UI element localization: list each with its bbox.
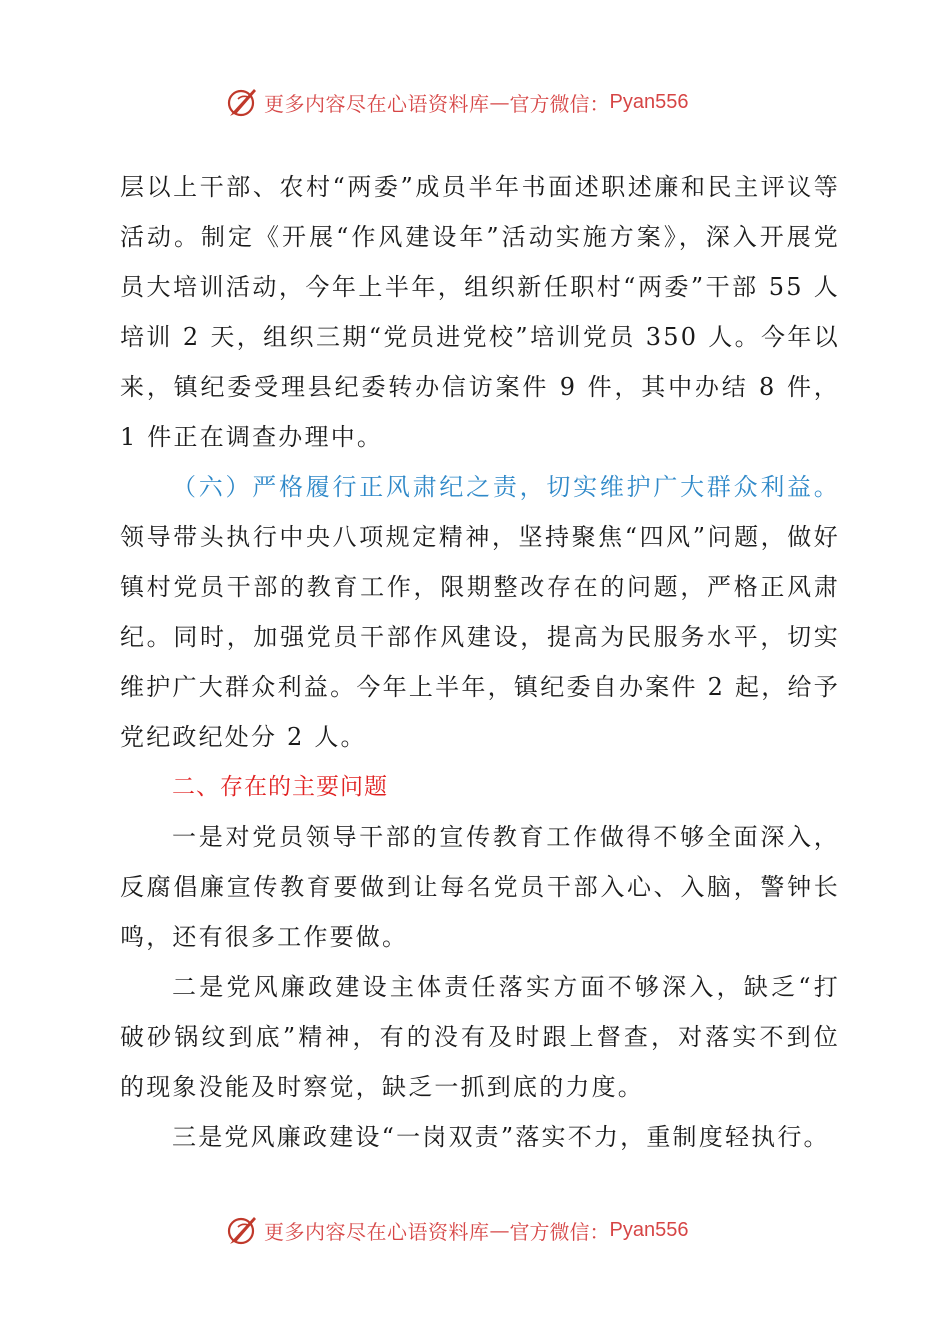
footer-banner-content [226, 1210, 688, 1250]
banner-dash: — [489, 1218, 510, 1242]
banner-wechat-label: 官方微信： [509, 91, 610, 116]
quill-pen-logo-icon [226, 1213, 260, 1247]
paragraph-continued: 层以上干部、农村“两委”成员半年书面述职述廉和民主评议等活动。制定《开展“作风建设年”活动实施方案》，深入开展党员大培训活动，今年上半年，组织新任职村“两委”干部 55 人培训 2 天，组织三期“党员进党校”培训党员 350 人。今年以来，镇纪委受理县纪委转办信访案件 9 件，其中办结 8 件，1 件正在调查办理中。 [120, 173, 840, 451]
header-banner-content [226, 82, 688, 122]
banner-wechat-id: Pyan556 [609, 1218, 689, 1241]
section-title: 二、存在的主要问题 [172, 774, 388, 800]
problem-paragraph-1: 一是对党员领导干部的宣传教育工作做得不够全面深入，反腐倡廉宣传教育要做到让每名党员干部入心、入脑，警钟长鸣，还有很多工作要做。 [120, 823, 840, 951]
banner-main-text: 更多内容尽在心语资料库 [264, 91, 490, 116]
document-body [120, 162, 840, 1162]
banner-wechat-label: 官方微信： [509, 1219, 610, 1244]
header-banner [0, 82, 950, 122]
banner-wechat-id: Pyan556 [609, 90, 689, 113]
footer-banner [0, 1210, 950, 1250]
banner-dash: — [489, 90, 510, 114]
quill-pen-logo-icon [226, 85, 260, 119]
problem-paragraph-2: 二是党风廉政建设主体责任落实方面不够深入，缺乏“打破砂锅纹到底”精神，有的没有及时跟上督查，对落实不到位的现象没能及时察觉，缺乏一抓到底的力度。 [120, 973, 840, 1101]
subheading-six: （六）严格履行正风肃纪之责，切实维护广大群众利益。 [172, 473, 840, 501]
banner-main-text: 更多内容尽在心语资料库 [264, 1219, 490, 1244]
paragraph-section-six-body: 领导带头执行中央八项规定精神，坚持聚焦“四风”问题，做好镇村党员干部的教育工作，限期整改存在的问题，严格正风肃纪。同时，加强党员干部作风建设，提高为民服务水平，切实维护广大群众利益。今年上半年，镇纪委自办案件 2 起，给予党纪政纪处分 2 人。 [120, 523, 840, 751]
problem-paragraph-3: 三是党风廉政建设“一岗双责”落实不力，重制度轻执行。 [172, 1123, 830, 1151]
paragraph-section-six [120, 462, 840, 762]
